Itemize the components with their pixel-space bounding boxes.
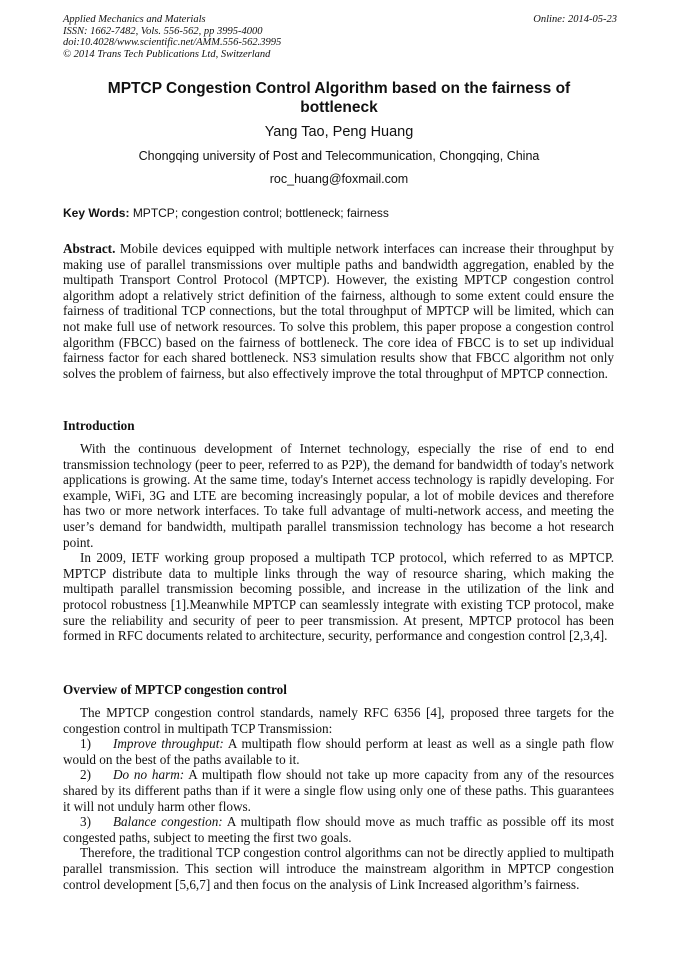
overview-heading: Overview of MPTCP congestion control [63, 682, 287, 697]
introduction-heading: Introduction [63, 418, 135, 433]
overview-intro: The MPTCP congestion control standards, namely RFC 6356 [4], proposed three targets for the congestion control in multipath TCP Transmission: [63, 705, 614, 736]
copyright-line: © 2014 Trans Tech Publications Ltd, Switzerland [63, 48, 271, 60]
item-term: Improve throughput: [113, 736, 224, 752]
issn-line: ISSN: 1662-7482, Vols. 556-562, pp 3995-4000 [63, 25, 263, 37]
item-number: 1) [80, 736, 91, 752]
journal-name: Applied Mechanics and Materials [63, 14, 206, 25]
overview-closing: Therefore, the traditional TCP congestion control algorithms can not be directly applied to multipath parallel transmission. This section will introduce the mainstream algorithm in MPTCP congestion control development [5,6,7] and then focus on the analysis of Link Increased algorithm’s fairness. [63, 845, 614, 892]
abstract-section [63, 241, 614, 381]
overview-section [63, 705, 614, 892]
keywords-line [63, 206, 617, 220]
abstract-label: Abstract. [63, 241, 116, 256]
abstract-text: Mobile devices equipped with multiple network interfaces can increase their throughput by making use of parallel transmissions over multiple paths and bandwidth aggregation, enabled by the multipath Transport Control Protocol (MPTCP). However, the existing MPTCP congestion control algorithm adopt a relatively strict definition of the fairness, although to some extent could ensure the fairness of traditional TCP connections, but the total throughput of MPTCP will be limited, which can not make full use of network resources. To solve this problem, this paper propose a congestion control algorithm (FBCC) based on the fairness of bottleneck. The core idea of FBCC is to set up individual fairness factor for each shared bottleneck. NS3 simulation results show that FBCC algorithm not only solves the problem of fairness, but also effectively improve the total throughput of MPTCP connection. [63, 241, 614, 381]
item-term: Do no harm: [113, 767, 185, 783]
paper-authors: Yang Tao, Peng Huang [264, 124, 414, 140]
intro-paragraph-1: With the continuous development of Internet technology, especially the rise of end to end transmission technology (peer to peer, referred to as P2P), the demand for bandwidth of today's network applications is growing. At the same time, today's Internet access technology is rapidly developing. For example, WiFi, 3G and LTE are becoming increasingly popular, a lot of mobile devices and therefore has two or more network interfaces. To take full advantage of multi-network access, and meeting the user’s demand for bandwidth, multipath parallel transmission technology has become a hot research point. [63, 441, 614, 550]
item-number: 3) [80, 814, 91, 830]
keywords-text: MPTCP; congestion control; bottleneck; fairness [132, 206, 389, 220]
item-text: A multipath flow should not take up more capacity from any of the resources shared by its different paths than if it were a single flow using only one of these paths. This guarantees it will not unduly harm other flows. [63, 767, 614, 814]
author-affiliation: Chongqing university of Post and Telecommunication, Chongqing, China [138, 149, 540, 163]
target-item-1 [63, 736, 614, 767]
journal-header [63, 14, 617, 60]
intro-paragraph-2: In 2009, IETF working group proposed a multipath TCP protocol, which referred to as MPTCP. MPTCP distribute data to multiple links through the way of resource sharing, which making the multipath parallel transmission becoming possible, and increase in the utilization of the link and protocol robustness [1].Meanwhile MPTCP can seamlessly integrate with existing TCP protocol, make sure the reliability and security of peer to peer transmission. At present, MPTCP protocol has been formed in RFC documents related to architecture, security, performance and congestion control [2,3,4]. [63, 550, 614, 644]
author-email[interactable]: roc_huang@foxmail.com [269, 172, 409, 186]
paper-title: MPTCP Congestion Control Algorithm based on the fairness of bottleneck [107, 80, 571, 116]
introduction-section [63, 441, 614, 644]
item-text: A multipath flow should perform at least as well as a single path flow would on the best of the paths available to it. [63, 736, 614, 767]
item-text: A multipath flow should move as much traffic as possible off its most congested paths, subject to meeting the first two goals. [63, 814, 615, 845]
doi-line[interactable]: doi:10.4028/www.scientific.net/AMM.556-562.3995 [63, 37, 282, 48]
item-number: 2) [80, 767, 91, 783]
item-term: Balance congestion: [113, 814, 223, 830]
target-item-3 [63, 814, 614, 845]
target-item-2 [63, 767, 614, 814]
keywords-label: Key Words: [63, 206, 130, 220]
online-date: Online: 2014-05-23 [533, 14, 617, 25]
